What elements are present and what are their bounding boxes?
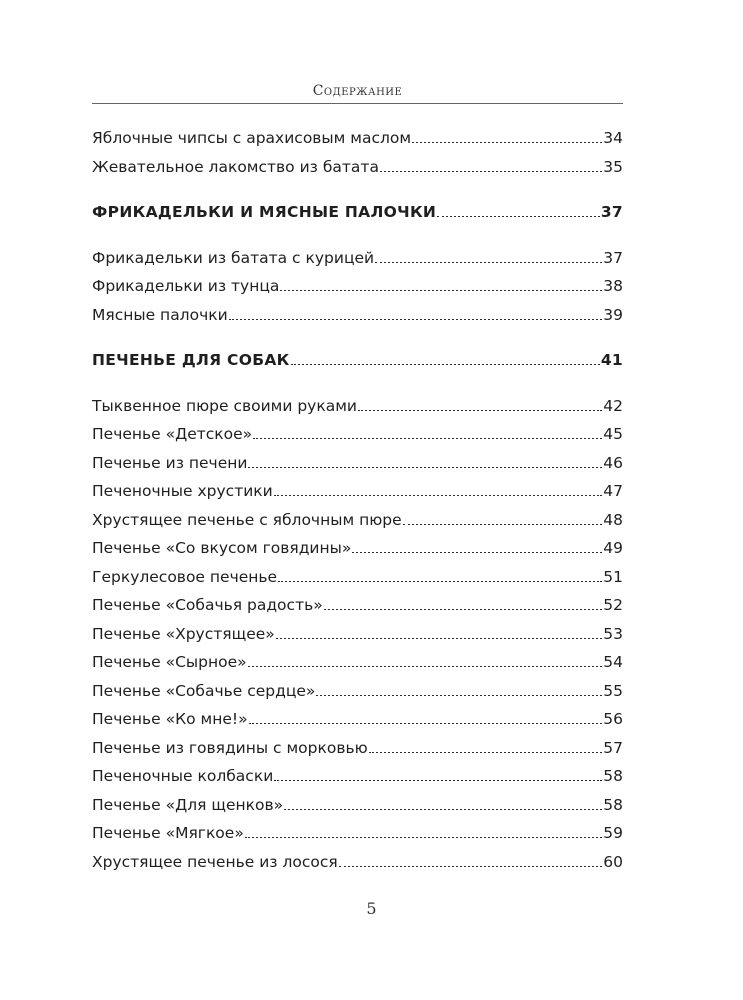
- toc-entry: [92, 301, 623, 330]
- toc-entry-title: Мясные палочки: [92, 305, 228, 324]
- dot-leader: [248, 467, 602, 468]
- toc-entry: [92, 477, 623, 506]
- toc-entry-page: 35: [603, 157, 623, 176]
- dot-leader: [316, 695, 602, 696]
- toc-section-title: ПЕЧЕНЬЕ ДЛЯ СОБАК: [92, 351, 290, 369]
- toc-entry: [92, 705, 623, 734]
- toc-entry-title: Тыквенное пюре своими руками: [92, 396, 357, 415]
- dot-leader: [375, 262, 602, 263]
- toc-entry-page: 58: [603, 795, 623, 814]
- toc-entry: [92, 648, 623, 677]
- dot-leader: [276, 638, 603, 639]
- toc-entry: [92, 791, 623, 820]
- dot-leader: [278, 581, 602, 582]
- toc-entry-page: 45: [603, 425, 623, 443]
- toc-entry-page: 55: [603, 681, 623, 700]
- toc-entry-page: 42: [603, 396, 623, 415]
- toc-entry: [92, 591, 623, 620]
- toc-entry: [92, 449, 623, 478]
- page-header-title: Содержание: [312, 83, 403, 99]
- toc-entry-page: 58: [603, 767, 623, 785]
- dot-leader: [380, 171, 602, 172]
- toc-entry-title: Жевательное лакомство из батата: [92, 157, 379, 176]
- toc-entry-title: Хрустящее печенье с яблочным пюре: [92, 510, 402, 529]
- toc-section-title: ФРИКАДЕЛЬКИ И МЯСНЫЕ ПАЛОЧКИ: [92, 203, 437, 221]
- dot-leader: [403, 524, 603, 525]
- toc-entry-page: 34: [603, 129, 623, 147]
- toc-section-heading: [92, 346, 623, 375]
- dot-leader: [339, 866, 603, 867]
- toc-entry-page: 38: [603, 277, 623, 295]
- toc-entry: [92, 762, 623, 791]
- toc-entry-title: Хрустящее печенье из лосося: [92, 852, 338, 871]
- toc-entry-page: 46: [603, 453, 623, 472]
- toc-entry-title: Яблочные чипсы с арахисовым маслом: [92, 129, 412, 147]
- toc-entry-title: Печенье «Сырное»: [92, 653, 247, 671]
- toc-entry-page: 54: [603, 653, 623, 671]
- toc-entry-title: Печенье «Детское»: [92, 425, 253, 443]
- toc-entry: [92, 244, 623, 273]
- toc-entry-title: Печенье «Мягкое»: [92, 824, 244, 842]
- toc-entry: [92, 153, 623, 182]
- toc-entry-title: Печенье «Собачья радость»: [92, 596, 323, 614]
- toc-entry-title: Печенье из печени: [92, 453, 248, 472]
- toc-entry: [92, 506, 623, 535]
- toc-section-heading: [92, 198, 623, 227]
- toc-entry: [92, 534, 623, 563]
- dot-leader: [274, 495, 603, 496]
- toc-entry-page: 59: [603, 824, 623, 842]
- toc-entry-page: 57: [603, 738, 623, 757]
- toc-entry-page: 51: [603, 567, 623, 586]
- toc-entry-title: Печенье из говядины с морковью: [92, 738, 368, 757]
- toc-section-page: 37: [600, 203, 623, 221]
- dot-leader: [248, 666, 603, 667]
- toc-entry-title: Фрикадельки из батата с курицей: [92, 248, 375, 267]
- toc-entry-page: 60: [603, 852, 623, 871]
- toc-entry-page: 53: [603, 624, 623, 643]
- toc-entry-title: Фрикадельки из тунца: [92, 277, 280, 295]
- toc-entry-page: 49: [603, 539, 623, 557]
- toc-entry: [92, 677, 623, 706]
- dot-leader: [412, 142, 602, 143]
- toc-entry-page: 47: [603, 482, 623, 500]
- toc-entry-page: 48: [603, 510, 623, 529]
- toc-entry: [92, 392, 623, 421]
- header-rule: [92, 103, 623, 104]
- table-of-contents: [92, 124, 623, 876]
- dot-leader: [324, 609, 603, 610]
- dot-leader: [253, 438, 602, 439]
- dot-leader: [249, 723, 603, 724]
- toc-entry: [92, 620, 623, 649]
- toc-entry: [92, 848, 623, 877]
- toc-entry-title: Печенье «Ко мне!»: [92, 710, 248, 728]
- toc-entry-page: 52: [603, 596, 623, 614]
- toc-entry-title: Печенье «Собачье сердце»: [92, 681, 316, 700]
- dot-leader: [352, 552, 602, 553]
- toc-entry-title: Печенье «Со вкусом говядины»: [92, 539, 352, 557]
- dot-leader: [280, 290, 602, 291]
- toc-entry-title: Печеночные колбаски: [92, 767, 274, 785]
- toc-entry-title: Печеночные хрустики: [92, 482, 273, 500]
- toc-entry-title: Печенье «Хрустящее»: [92, 624, 275, 643]
- toc-entry-title: Геркулесовое печенье: [92, 567, 278, 586]
- toc-entry: [92, 819, 623, 848]
- dot-leader: [291, 364, 600, 365]
- dot-leader: [358, 410, 602, 411]
- toc-entry-page: 37: [603, 248, 623, 267]
- toc-entry: [92, 272, 623, 301]
- toc-entry: [92, 420, 623, 449]
- dot-leader: [229, 319, 603, 320]
- dot-leader: [245, 837, 602, 838]
- toc-entry-title: Печенье «Для щенков»: [92, 795, 284, 814]
- toc-entry-page: 39: [603, 305, 623, 324]
- dot-leader: [274, 780, 602, 781]
- dot-leader: [369, 752, 603, 753]
- page-number: 5: [366, 899, 377, 918]
- toc-entry: [92, 124, 623, 153]
- toc-entry: [92, 563, 623, 592]
- dot-leader: [437, 216, 600, 217]
- toc-entry: [92, 734, 623, 763]
- toc-section-page: 41: [600, 351, 623, 369]
- toc-entry-page: 56: [603, 710, 623, 728]
- dot-leader: [284, 809, 602, 810]
